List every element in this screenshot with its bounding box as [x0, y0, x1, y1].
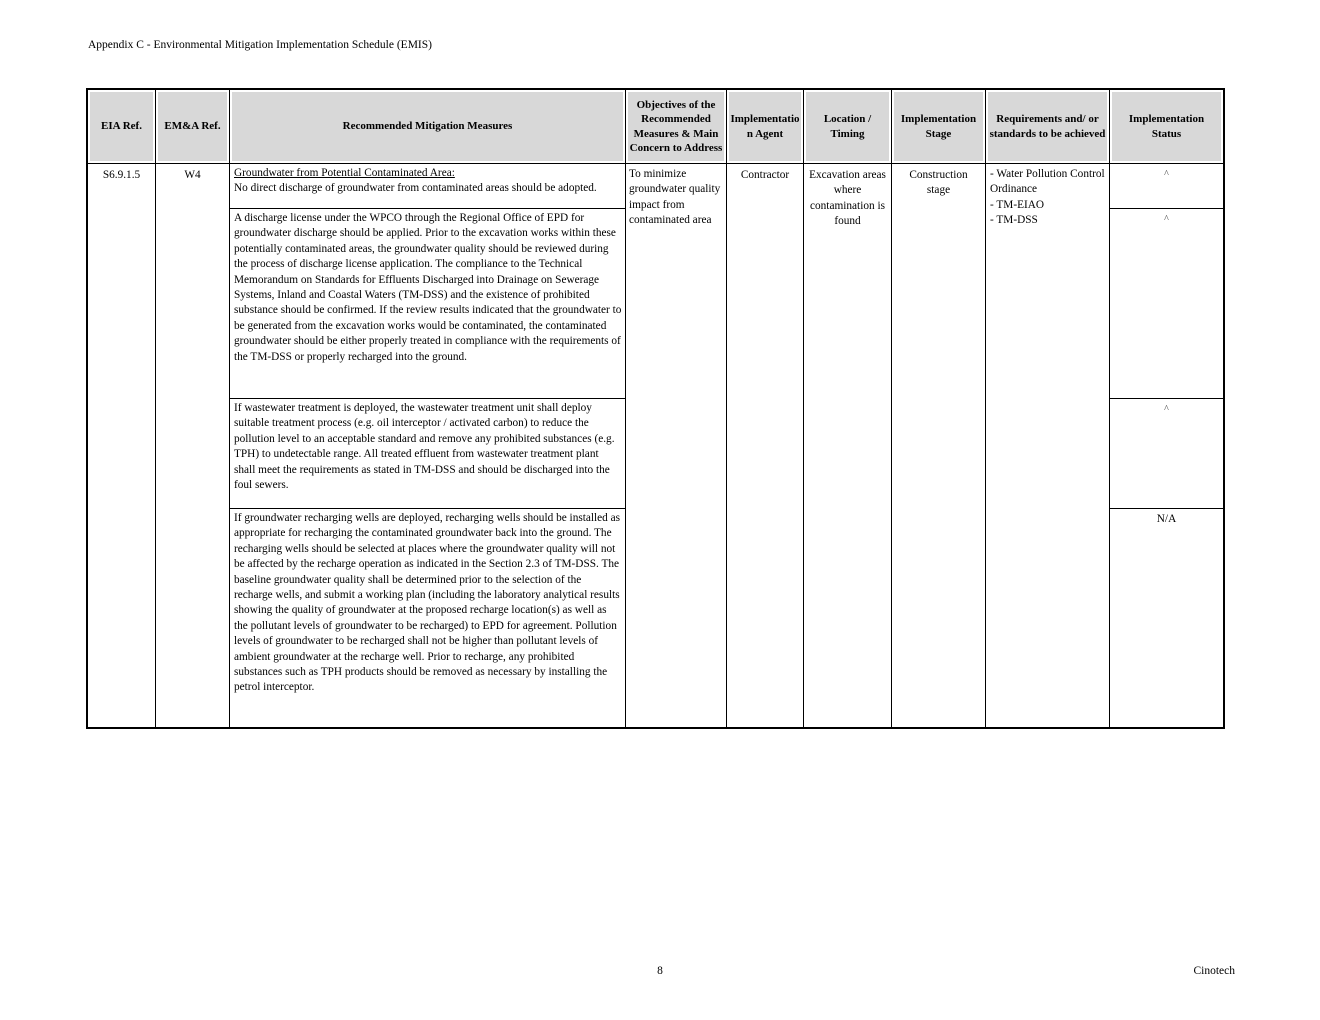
header-objectives: Objectives of the Recommended Measures & Main Concern to Address	[626, 90, 727, 163]
header-agent: Implementation Agent	[727, 90, 804, 163]
header-status: Implementation Status	[1110, 90, 1223, 163]
status-mark: ^	[1164, 404, 1169, 415]
page-title: Appendix C - Environmental Mitigation Implementation Schedule (EMIS)	[88, 39, 432, 51]
status-entry-3	[1110, 399, 1223, 509]
requirement-item: - Water Pollution Control Ordinance	[990, 168, 1105, 196]
cell-location-timing: Excavation areas where contamination is found	[804, 164, 892, 727]
measure-paragraph-1	[230, 164, 625, 209]
requirement-item: - TM-DSS	[990, 214, 1038, 227]
header-eia-ref: EIA Ref.	[88, 90, 156, 163]
cell-status	[1110, 164, 1223, 727]
table-row	[88, 164, 1223, 727]
cell-requirements	[986, 164, 1110, 727]
status-entry-2	[1110, 209, 1223, 399]
header-location-timing: Location / Timing	[804, 90, 892, 163]
cell-eia-ref: S6.9.1.5	[88, 164, 156, 727]
measure-paragraph-2: A discharge license under the WPCO through the Regional Office of EPD for groundwater discharge should be applied. Prior to the excavation works within these potentially contaminated areas, the groundwater quality should be reviewed during the process of discharge license application. The compliance to the Technical Memorandum on Standards for Effluents Discharged into Drainage on Sewerage Systems, Inland and Coastal Waters (TM-DSS) and the existence of prohibited substance should be confirmed. If the review results indicated that the groundwater to be generated from the excavation works would be contaminated, the contaminated groundwater should be either properly treated in compliance with the requirements of the TM-DSS or properly recharged into the ground.	[230, 209, 625, 399]
footer-company: Cinotech	[1193, 965, 1235, 977]
header-stage: Implementation Stage	[892, 90, 986, 163]
measure-heading: Groundwater from Potential Contaminated Area:	[234, 167, 455, 179]
cell-objectives: To minimize groundwater quality impact from contaminated area	[626, 164, 727, 727]
status-mark: ^	[1164, 169, 1169, 180]
requirement-item: - TM-EIAO	[990, 198, 1045, 211]
status-entry-4	[1110, 509, 1223, 727]
measure-text: No direct discharge of groundwater from contaminated areas should be adopted.	[234, 182, 597, 195]
header-ema-ref: EM&A Ref.	[156, 90, 230, 163]
header-requirements: Requirements and/ or standards to be achieved	[986, 90, 1110, 163]
emis-table	[86, 88, 1225, 729]
status-mark: ^	[1164, 214, 1169, 225]
table-header-row	[88, 90, 1223, 164]
measure-paragraph-4: If groundwater recharging wells are deployed, recharging wells should be installed as appropriate for recharging the contaminated groundwater back into the ground. The recharging wells should be selected at places where the groundwater quality will not be affected by the recharge operation as indicated in the Section 2.3 of TM-DSS. The baseline groundwater quality shall be determined prior to the selection of the recharge wells, and submit a working plan (including the laboratory analytical results showing the quality of groundwater at the proposed recharge location(s) as well as the pollutant levels of groundwater to be recharged) to EPD for agreement. Pollution levels of groundwater to be recharged shall not be higher than pollutant levels of ambient groundwater at the recharge well. Prior to recharge, any prohibited substances such as TPH products should be removed as necessary by installing the petrol interceptor.	[234, 512, 621, 694]
cell-agent: Contractor	[727, 164, 804, 727]
cell-stage: Construction stage	[892, 164, 986, 727]
cell-ema-ref: W4	[156, 164, 230, 727]
cell-measures	[230, 164, 626, 727]
status-entry-1	[1110, 164, 1223, 209]
measure-paragraph-3: If wastewater treatment is deployed, the wastewater treatment unit shall deploy suitable treatment process (e.g. oil interceptor / activated carbon) to reduce the pollution level to an acceptable standard and remove any prohibited substances (e.g. TPH) to undetectable range. All treated effluent from wastewater treatment plant shall meet the requirements as stated in TM-DSS and should be discharged into the foul sewers.	[230, 399, 625, 509]
status-mark: N/A	[1156, 513, 1177, 525]
page-number: 8	[657, 965, 663, 977]
header-measures: Recommended Mitigation Measures	[230, 90, 626, 163]
